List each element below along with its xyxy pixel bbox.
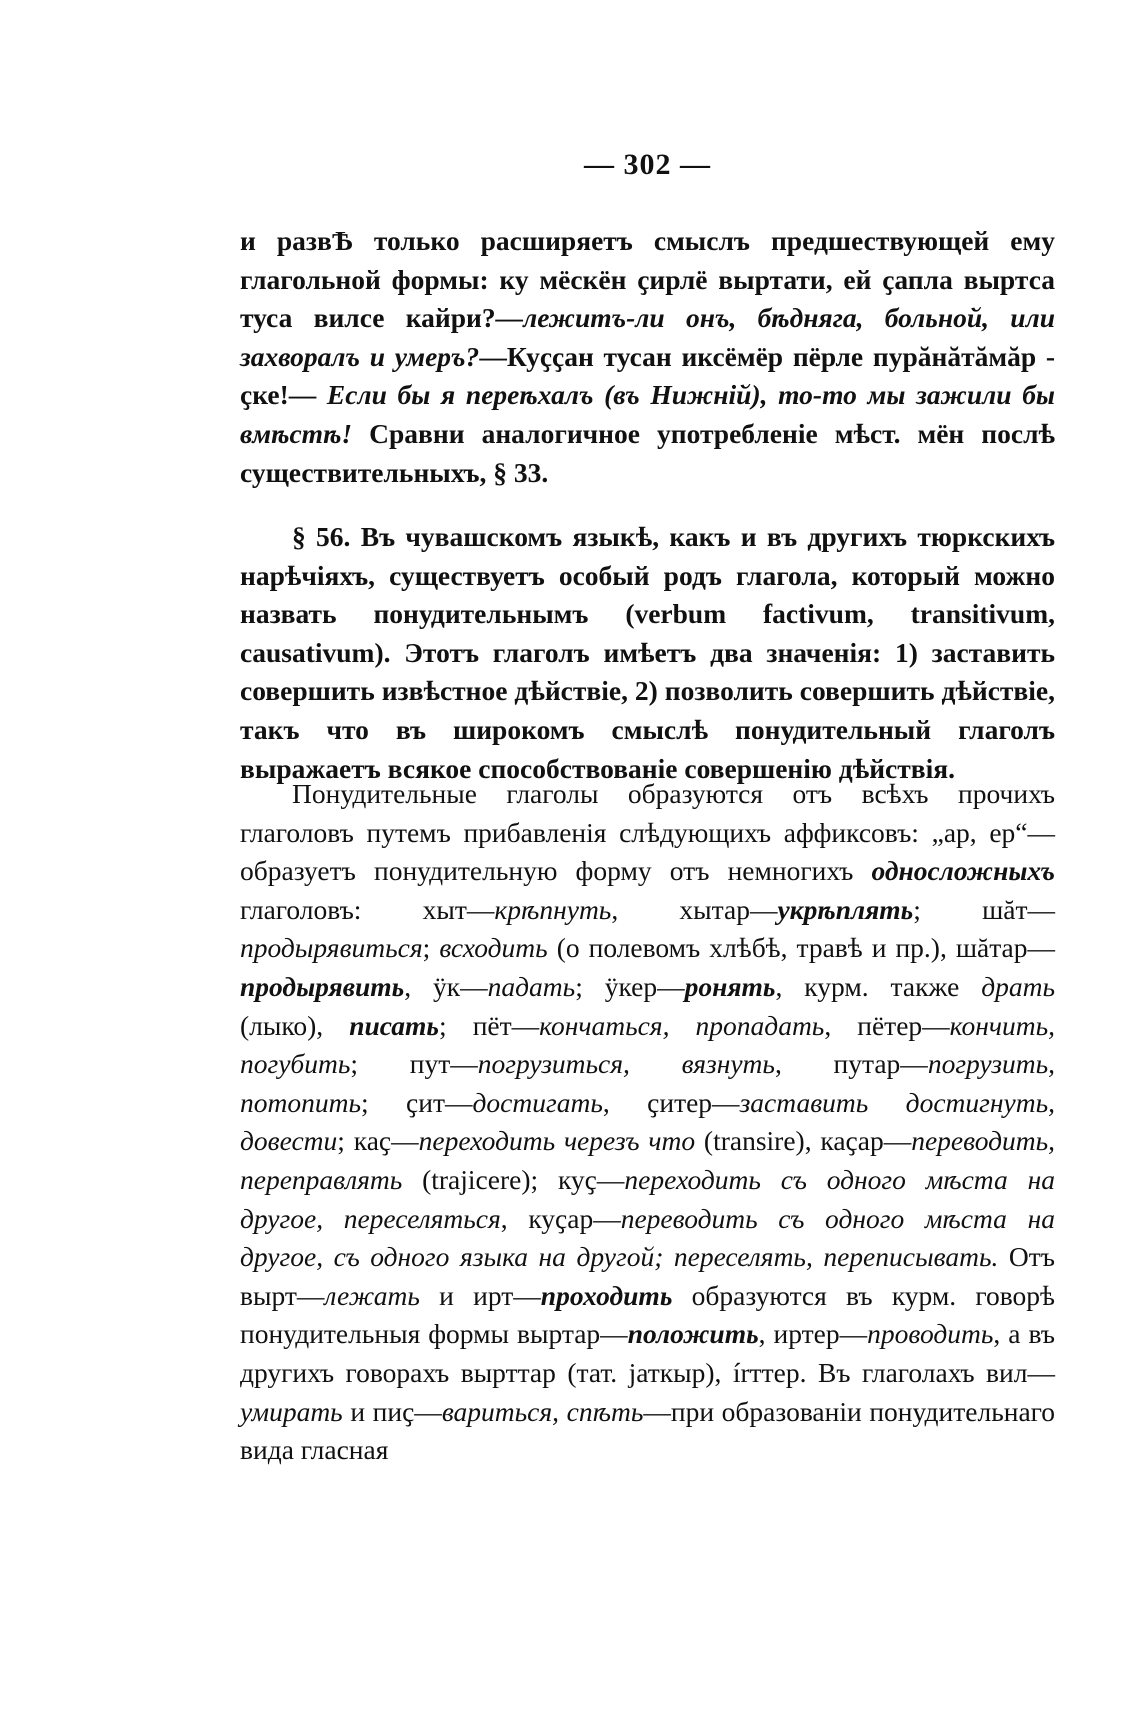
text-run: и развѢ только расширяетъ смыслъ предшествующей ему глагольной формы: ку мёскён ҫирлё выртати, ей ҫапла выртса туса вилсе кайри? (240, 225, 1055, 334)
italic-translation: лежать (324, 1279, 420, 1311)
text-run: ; (422, 932, 440, 964)
italic-translation: вариться, спѣть (441, 1395, 644, 1427)
text-run: ; каҫ— (337, 1125, 419, 1157)
text-run: глаголовъ: хыт— (240, 893, 495, 925)
italic-translation: проводить (867, 1318, 994, 1350)
italic-translation: переводить съ одного мѣста на другое, съ одного языка на другой; переселять, переписывать. (240, 1202, 1055, 1273)
italic-translation: крѣпнуть (494, 893, 612, 925)
causative-verbs-paragraph (240, 775, 1055, 1470)
text-run: ; шăт— (913, 893, 1055, 925)
text-run: ; ҫит— (360, 1086, 473, 1118)
italic-translation: падать (487, 970, 576, 1002)
text-run: , ÿк— (404, 970, 488, 1002)
italic-translation: ронять (684, 970, 776, 1002)
text-run: образуются въ курм. говорѣ понудительныя формы выртар— (240, 1279, 1055, 1350)
text-run: , иртер— (758, 1318, 868, 1350)
text-run: , ҫитер— (602, 1086, 740, 1118)
text-run: (о полевомъ хлѣбѣ, травѣ и пр.), шăтар— (547, 932, 1056, 964)
text-run: , пётер— (824, 1009, 950, 1041)
text-run: Сравни аналогичное употребленіе мѣст. мён послѣ существительныхъ, § 33. (240, 417, 1055, 488)
italic-translation: укрѣплять (777, 893, 914, 925)
italic-translation: продырявиться (240, 932, 423, 964)
section-number: § 56. (292, 521, 351, 552)
text-run: и пиҫ— (342, 1395, 442, 1427)
text-run: —при образованіи понудительнаго вида гласная (240, 1395, 1056, 1466)
text-run: (trajicere); куҫ— (402, 1163, 625, 1195)
italic-translation: умирать (240, 1395, 343, 1427)
text-run: (transire), каҫар— (695, 1125, 912, 1157)
italic-translation: заставить достигнуть, довести (240, 1086, 1055, 1157)
italic-translation: достигать (472, 1086, 603, 1118)
text-run: и ирт— (419, 1279, 541, 1311)
section-56-paragraph (240, 518, 1055, 788)
text-run: Отъ вырт— (240, 1241, 1055, 1311)
italic-translation: переходить черезъ что (418, 1125, 696, 1157)
page-number: — 302 — (584, 148, 711, 181)
italic-translation: Если бы я переѣхалъ (въ Нижній), то-то мы зажили бы вмѣстѣ! (240, 379, 1056, 449)
italic-translation: переводить, переправлять (240, 1125, 1056, 1195)
paragraph-continuation (240, 222, 1055, 492)
italic-translation: положить (627, 1318, 759, 1350)
text-run: , а въ другихъ говорахъ вырттар (тат. јаткыр), írттер. Въ глаголахъ вил— (240, 1318, 1055, 1388)
text-run: ; пёт— (438, 1009, 540, 1041)
italic-translation: —лежитъ-ли онъ, бѣдняга, больной, или захворалъ и умеръ? (240, 302, 1055, 372)
text-run: ; пут— (350, 1048, 478, 1080)
text-run: —Куҫҫан тусан иксёмёр пёрле пурăнăтăмăр - ҫке!— (240, 340, 1055, 411)
italic-translation: всходить (439, 932, 548, 964)
italic-translation: переходить съ одного мѣста на другое, переселяться (240, 1163, 1055, 1234)
italic-translation: кончить, погубить (240, 1009, 1055, 1080)
italic-translation: погрузить, потопить (240, 1048, 1055, 1118)
italic-translation: проходить (540, 1279, 673, 1311)
italic-translation: продырявить (240, 970, 405, 1002)
italic-translation: погрузиться, вязнуть (477, 1048, 775, 1080)
text-run: , курм. также (775, 970, 982, 1002)
text-run: Въ чувашскомъ языкѣ, какъ и въ другихъ тюркскихъ нарѣчіяхъ, существуетъ особый родъ глагола, который можно назвать понудительнымъ (verbum factivum, transitivum, causativum). Этотъ глаголъ имѣетъ два значенія: 1) заставить совершить извѣстное дѣйствіе, 2) позволить совершить дѣйствіе, такъ что въ широкомъ смыслѣ понудительный глаголъ выражаетъ всякое способствованіе совершенію дѣйствія. (240, 521, 1056, 784)
text-run: , путар— (774, 1048, 928, 1080)
italic-translation: писать (349, 1009, 439, 1041)
italic-term: односложныхъ (871, 855, 1055, 887)
text-run: ; ÿкер— (575, 970, 685, 1002)
text-run: , куҫар— (500, 1202, 621, 1234)
text-run: , хытар— (611, 893, 778, 925)
text-run: Понудительные глаголы образуются отъ всѣхъ прочихъ глаголовъ путемъ прибавленія слѣдующихъ аффиксовъ: „ар, ер“—образуетъ понудительную форму отъ немногихъ (240, 778, 1055, 887)
text-run: (лыко), (240, 1009, 350, 1041)
italic-translation: драть (981, 970, 1055, 1002)
italic-translation: кончаться, пропадать (539, 1009, 825, 1041)
